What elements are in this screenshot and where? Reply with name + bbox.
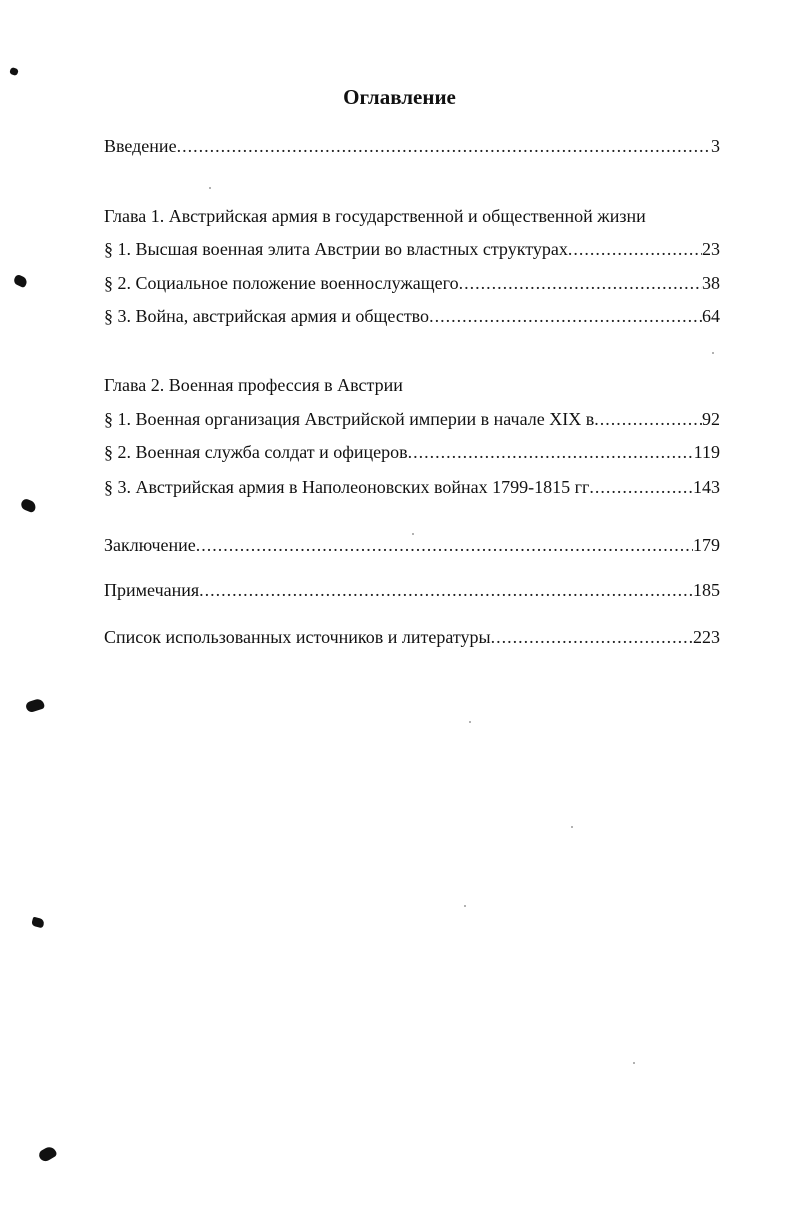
toc-entry-label: § 3. Австрийская армия в Наполеоновских войнах 1799-1815 гг	[104, 477, 590, 497]
chapter-2-heading: Глава 2. Военная профессия в Австрии	[104, 375, 403, 395]
toc-entry-label: § 1. Военная организация Австрийской империи в начале XIX в	[104, 409, 595, 429]
binding-hole-mark	[37, 1145, 58, 1164]
binding-hole-mark	[9, 67, 19, 76]
dot-leader	[408, 439, 694, 465]
toc-entry-page: 143	[693, 477, 720, 497]
toc-entry-label: § 2. Социальное положение военнослужащего	[104, 273, 459, 293]
dot-leader	[459, 270, 702, 296]
scan-speck	[469, 721, 471, 723]
toc-entry-label: Список использованных источников и литературы	[104, 627, 491, 647]
binding-hole-mark	[12, 274, 28, 289]
toc-entry-ch2-s2[interactable]	[104, 439, 720, 465]
binding-hole-mark	[25, 697, 46, 713]
toc-entry-ch1-s3[interactable]	[104, 303, 720, 329]
dot-leader	[568, 236, 702, 262]
toc-entry-ch1-s1[interactable]	[104, 236, 720, 262]
binding-hole-mark	[31, 917, 45, 929]
scan-speck	[464, 905, 466, 907]
toc-entry-page: 119	[693, 442, 720, 462]
toc-entry-ch1-s2[interactable]	[104, 270, 720, 296]
toc-entry-notes[interactable]	[104, 577, 720, 603]
scan-speck	[209, 187, 211, 189]
toc-entry-page: 38	[702, 273, 720, 293]
dot-leader	[491, 624, 693, 650]
scan-speck	[633, 1062, 635, 1064]
chapter-1-heading: Глава 1. Австрийская армия в государственной и общественной жизни	[104, 206, 646, 226]
toc-entry-label: § 1. Высшая военная элита Австрии во властных структурах	[104, 239, 568, 259]
toc-entry-ch2-s3[interactable]	[104, 474, 720, 500]
scan-speck	[571, 826, 573, 828]
toc-title: Оглавление	[343, 85, 456, 109]
toc-entry-label: Введение	[104, 136, 177, 156]
toc-entry-conclusion[interactable]	[104, 532, 720, 558]
dot-leader	[429, 303, 702, 329]
toc-entry-sources[interactable]	[104, 624, 720, 650]
dot-leader	[594, 406, 702, 432]
binding-hole-mark	[19, 498, 37, 514]
dot-leader	[177, 133, 711, 159]
toc-entry-page: 185	[693, 580, 720, 600]
toc-entry-label: Примечания	[104, 580, 200, 600]
dot-leader	[199, 577, 693, 603]
toc-entry-label: § 2. Военная служба солдат и офицеров	[104, 442, 408, 462]
toc-entry-page: 64	[702, 306, 720, 326]
dot-leader	[196, 532, 693, 558]
toc-entry-page: 3	[711, 136, 720, 156]
toc-entry-page: 92	[702, 409, 720, 429]
toc-entry-page: 223	[693, 627, 720, 647]
toc-entry-intro[interactable]	[104, 133, 720, 159]
scan-speck	[712, 352, 714, 354]
toc-entry-label: Заключение	[104, 535, 196, 555]
toc-entry-page: 179	[693, 535, 720, 555]
toc-entry-ch2-s1[interactable]	[104, 406, 720, 432]
dot-leader	[589, 474, 693, 500]
toc-entry-page: 23	[702, 239, 720, 259]
toc-entry-label: § 3. Война, австрийская армия и общество	[104, 306, 430, 326]
